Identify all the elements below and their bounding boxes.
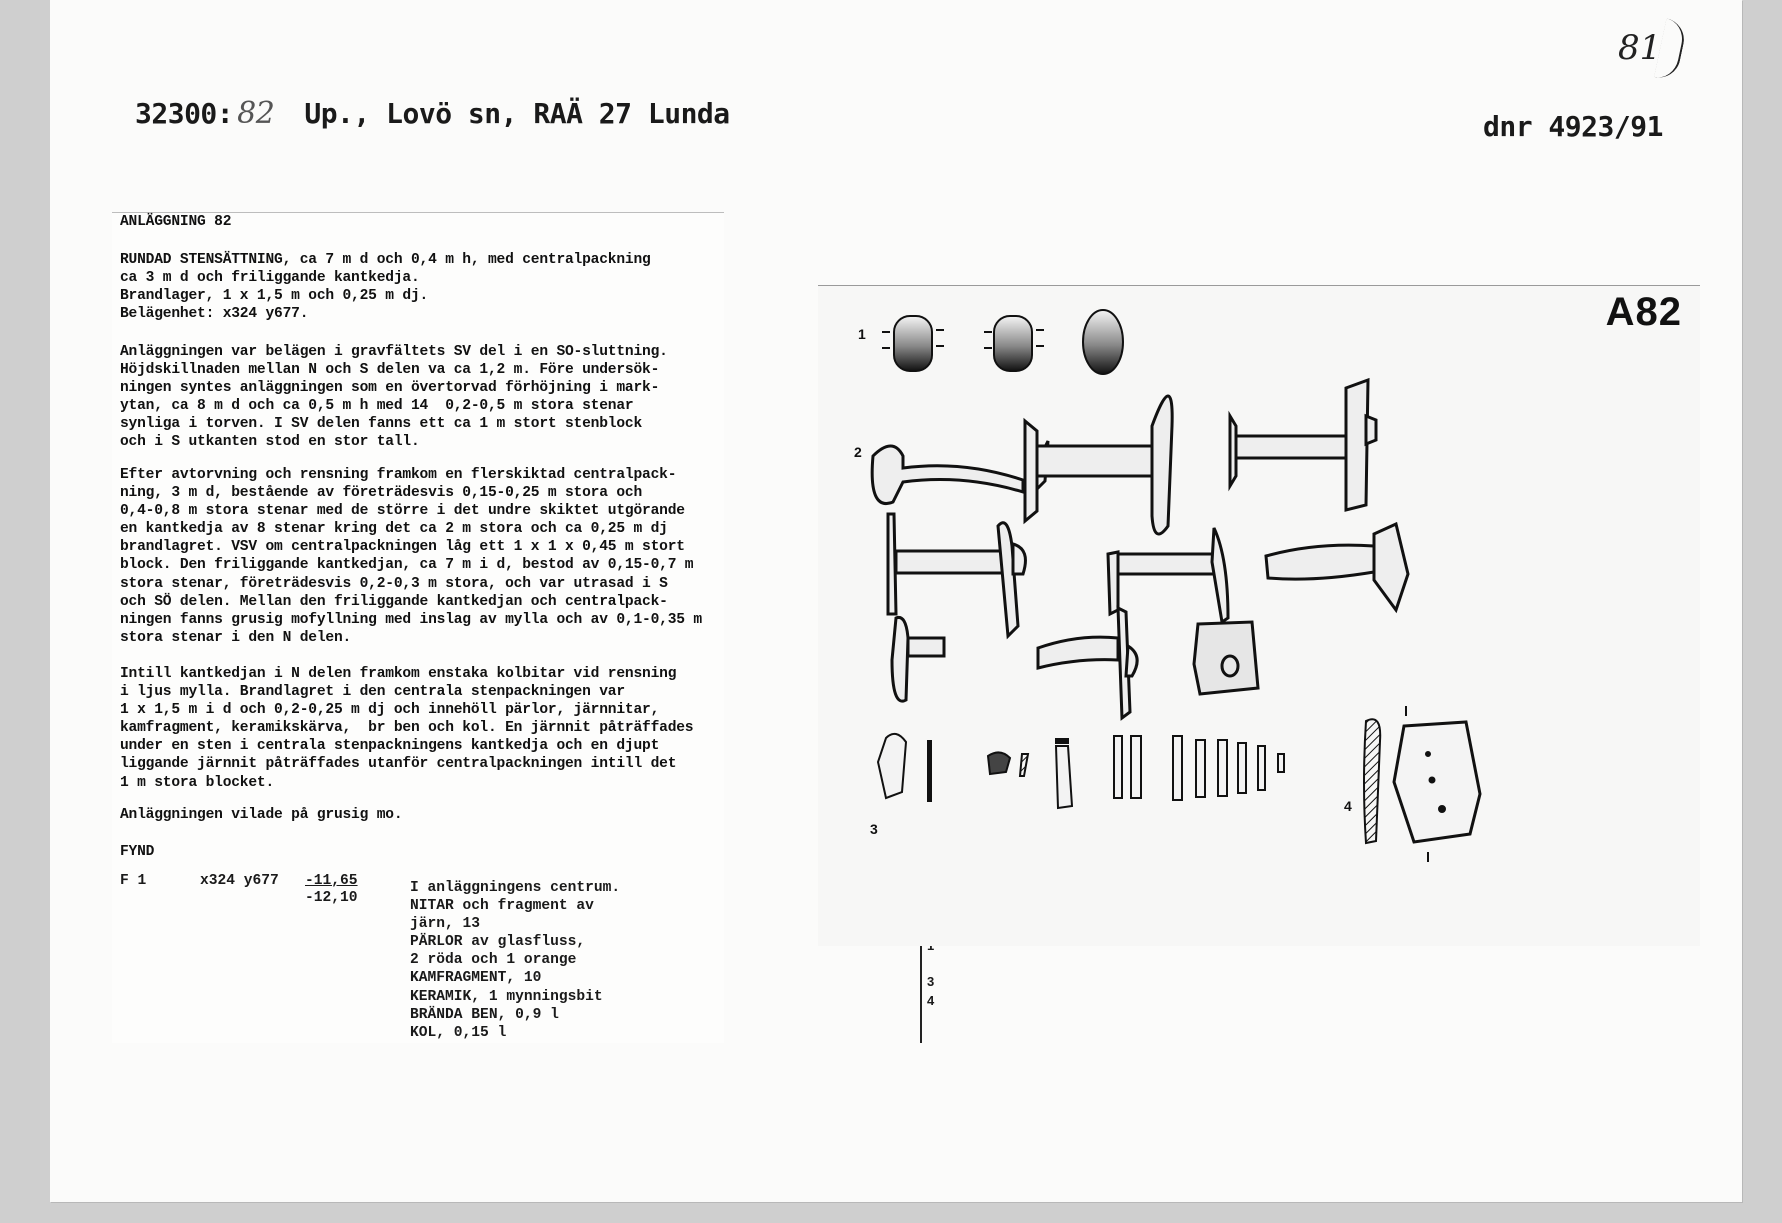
group-label-comb: 3 [870, 821, 878, 837]
finds-heading: FYND [120, 844, 155, 860]
artifact-figure [818, 285, 1700, 946]
description-card [112, 212, 935, 1043]
bead-icon [882, 316, 944, 371]
bead-icon [1083, 310, 1123, 374]
bead-icon [984, 316, 1044, 371]
figure-title: A82 [1605, 290, 1682, 334]
depth-top: -11,65 [305, 873, 358, 889]
paragraph-summary: RUNDAD STENSÄTTNING, ca 7 m d och 0,4 m h, med centralpackning ca 3 m d och friliggande kantkedja. Brandlager, 1 x 1,5 m och 0,25 m dj. Belägenhet: x324 y677. [120, 252, 651, 323]
find-id: F 1 [120, 873, 147, 889]
rivet-icon [888, 514, 1025, 636]
find-line: BRÄNDA BEN, 0,9 l [410, 1006, 559, 1023]
group-label-beads: 1 [858, 326, 866, 342]
catalog-header [135, 96, 730, 131]
find-line: PÄRLOR av glasfluss, [410, 934, 586, 951]
paragraph-subsoil: Anläggningen vilade på grusig mo. [120, 807, 403, 823]
fig-ref: 3 [927, 974, 935, 990]
find-depth [305, 873, 358, 907]
dnr-number: dnr 4923/91 [1483, 110, 1663, 143]
find-line: I anläggningens centrum. [410, 880, 621, 896]
paragraph-findings: Intill kantkedjan i N delen framkom enstaka kolbitar vid rensning i ljus mylla. Brandlagret i den centrala stenpackningen var 1 x 1,5 m i d och 0,2-0,25 m dj och innehöll pärlor, järnnitar, kamfragment, keramikskärva, br ben och kol. En järnnit påträffades under en sten i centrala stenpackningens kantkedja och en djupt liggande järnnit påträffades utanför centralpackningen intill det 1 m stora blocket. [120, 666, 694, 791]
find-coordinates: x324 y677 [200, 873, 279, 889]
find-line: 2 röda och 1 orange [410, 952, 577, 969]
rivet-icon [872, 441, 1048, 504]
paragraph-location: Anläggningen var belägen i gravfältets SV del i en SO-sluttning. Höjdskillnaden mellan N och S delen va ca 1,2 m. Före undersök- ningen syntes anläggningen som en övertorvad förhöjning i mark- ytan, ca 8 m d och ca 0,5 m h med 14 0,2-0,5 m stora stenar synliga i torven. I SV delen fanns ett ca 1 m stort stenblock och i S utkanten stod en stor tall. [120, 344, 668, 451]
rivet-icon [1108, 528, 1228, 622]
feature-title: ANLÄGGNING 82 [120, 214, 232, 230]
group-label-ceramic: 4 [1344, 798, 1352, 814]
catalog-number: 32300: [135, 97, 234, 130]
rivet-icon [1025, 396, 1172, 534]
depth-bottom: -12,10 [305, 890, 358, 906]
ceramic-sherd-icon [1364, 706, 1480, 862]
rivet-icon [1230, 380, 1376, 510]
fig-ref [927, 955, 978, 973]
fig-ref: 4 [927, 992, 935, 1008]
rivet-fragment-icon [1194, 622, 1258, 694]
site-location: Up., Lovö sn, RAÄ 27 Lunda [304, 97, 730, 130]
group-label-rivets: 2 [854, 444, 862, 460]
find-line: KOL, 0,15 l [410, 1024, 507, 1041]
find-line: järn, 13 [410, 916, 481, 933]
rivet-icon [1266, 524, 1408, 610]
catalog-suffix-handwritten: 82 [237, 96, 275, 131]
rivet-icon [1038, 608, 1137, 718]
find-line: KERAMIK, 1 mynningsbit [410, 988, 603, 1005]
handwritten-note: 81 [1618, 28, 1662, 68]
artifact-drawings [818, 286, 1700, 946]
rivet-icon [892, 617, 944, 701]
find-line: NITAR och fragment av [410, 898, 594, 915]
find-contents [410, 879, 935, 1042]
paragraph-excavation: Efter avtorvning och rensning framkom en flerskiktad centralpack- ning, 3 m d, bestående av företrädesvis 0,15-0,25 m stora och 0,4-0,8 m stora stenar med de större i det undre skiktet utgörande en kantkedja av 8 stenar kring det ca 2 m stora och ca 0,25 m dj brandlagret. VSV om centralpackningen låg ett 1 x 1 x 0,45 m stort block. Den friliggande kantkedjan, ca 7 m i d, bestod av 0,15-0,7 m stora stenar, företrädesvis 0,2-0,3 m stora, och var utrasad i S och SÖ delen. Mellan den friliggande kantkedjan och centralpack- ningen fanns grusig mofyllning med inslag av mylla och av 0,1-0,35 m stora stenar i den N delen. [120, 467, 702, 646]
find-line: KAMFRAGMENT, 10 [410, 970, 542, 987]
comb-fragment-icon [878, 734, 1284, 808]
